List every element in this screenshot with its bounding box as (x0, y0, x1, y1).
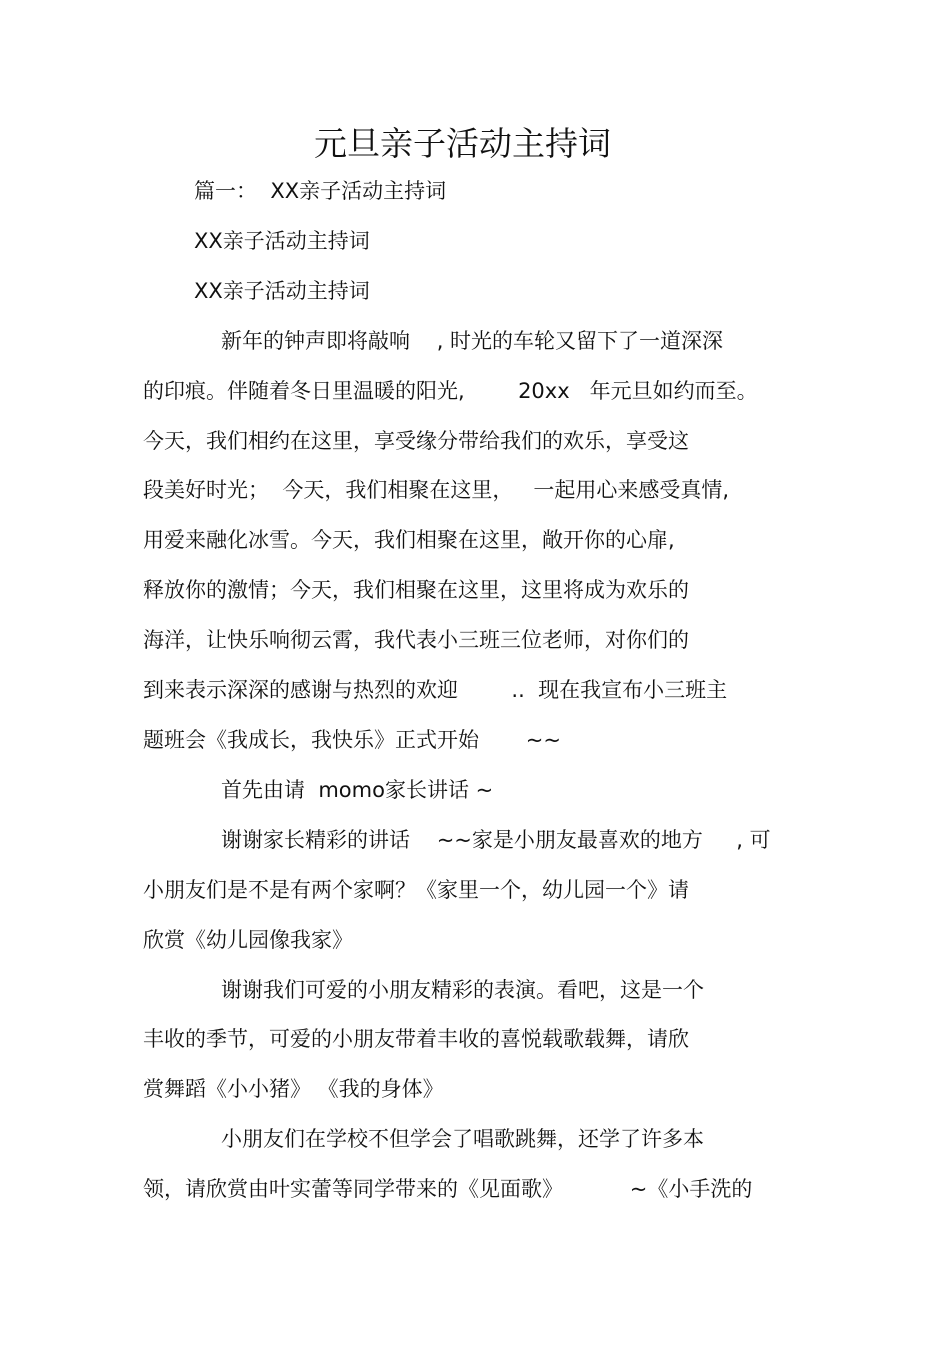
paragraph-line: 谢谢我们可爱的小朋友精彩的表演。看吧，这是一个 (221, 978, 704, 1002)
document-title: 元旦亲子活动主持词 (314, 124, 611, 163)
paragraph-line: 海洋，让快乐响彻云霄，我代表小三班三位老师，对你们的 (143, 628, 689, 652)
paragraph-line: 今天，我们相约在这里，享受缘分带给我们的欢乐，享受这 (143, 429, 689, 453)
paragraph-line: 用爱来融化冰雪。今天，我们相聚在这里，敞开你的心扉, (143, 528, 675, 552)
paragraph-line: 赏舞蹈《小小猪》 《我的身体》 (143, 1077, 444, 1101)
paragraph-line: 释放你的激情；今天，我们相聚在这里，这里将成为欢乐的 (143, 578, 689, 602)
paragraph-line: 小朋友们是不是有两个家啊？《家里一个，幼儿园一个》请 (143, 878, 689, 902)
paragraph-line: 到来表示深深的感谢与热烈的欢迎 .. 现在我宣布小三班主 (143, 678, 728, 702)
section-heading: 篇一： XX亲子活动主持词 (194, 179, 447, 203)
paragraph-line: 领，请欣赏由叶实蕾等同学带来的《见面歌》 ~《小手洗的 (143, 1177, 753, 1201)
paragraph-line: 小朋友们在学校不但学会了唱歌跳舞，还学了许多本 (221, 1127, 704, 1151)
paragraph-line: 谢谢家长精彩的讲话 ~~家是小朋友最喜欢的地方 , 可 (221, 828, 771, 852)
paragraph-line: 题班会《我成长，我快乐》正式开始 ~~ (143, 728, 561, 752)
paragraph-line: 欣赏《幼儿园像我家》 (143, 928, 353, 952)
paragraph-line: 的印痕。伴随着冬日里温暖的阳光, 20xx 年元旦如约而至。 (143, 379, 758, 403)
paragraph-line: 段美好时光； 今天，我们相聚在这里， 一起用心来感受真情, (143, 478, 730, 502)
paragraph-line: 首先由请 momo家长讲话 ~ (221, 778, 494, 802)
subheading: XX亲子活动主持词 (194, 229, 370, 253)
paragraph-line: 新年的钟声即将敲响 , 时光的车轮又留下了一道深深 (221, 329, 724, 353)
subheading: XX亲子活动主持词 (194, 279, 370, 303)
paragraph-line: 丰收的季节，可爱的小朋友带着丰收的喜悦载歌载舞，请欣 (143, 1027, 689, 1051)
